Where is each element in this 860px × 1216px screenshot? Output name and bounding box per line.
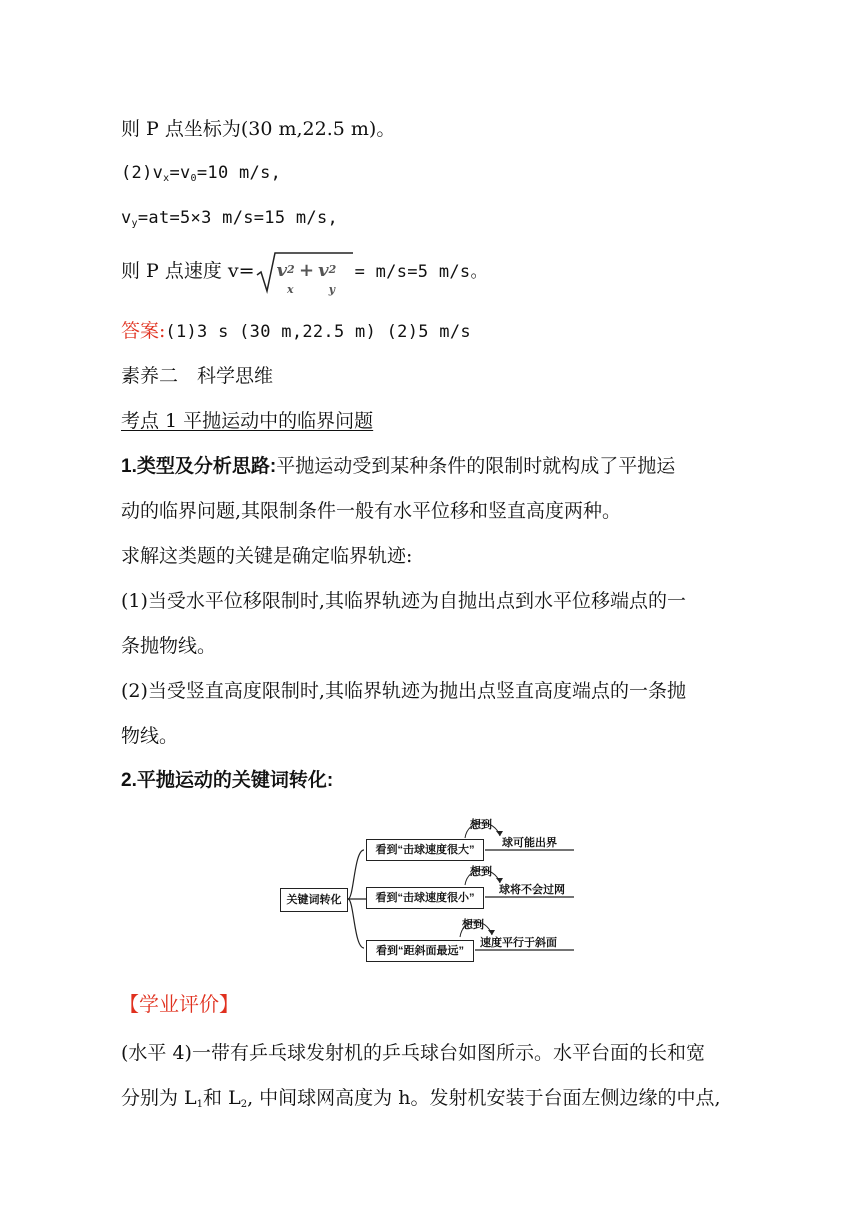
- question-text-1: (水平 4)一带有乒乓球发射机的乒乓球台如图所示。水平台面的长和宽: [121, 1042, 705, 1064]
- question-text-2a: 分别为 L: [121, 1087, 197, 1109]
- para3-line1: [121, 587, 686, 615]
- question-line2: [121, 1084, 721, 1119]
- para4-text-a: (2)当受竖直高度限制时,其临界轨迹为抛出点竖直高度端点的一条抛: [121, 680, 686, 702]
- vy-subscript: y: [131, 218, 138, 229]
- answer-label: 答案:: [121, 320, 166, 342]
- v0-subscript: 0: [190, 173, 197, 184]
- diagram-root: 关键词转化: [280, 888, 348, 912]
- para1-continued: 动的临界问题,其限制条件一般有水平位移和竖直高度两种。: [121, 500, 622, 522]
- section-heading: [121, 362, 273, 390]
- evaluation-title: 【学业评价】: [119, 994, 239, 1016]
- para1-line1: [121, 452, 675, 481]
- question-line1: [121, 1039, 705, 1067]
- para5-heading: 2.平抛运动的关键词转化:: [121, 770, 334, 791]
- para3-text-b: 条抛物线。: [121, 635, 217, 657]
- topic-heading: [121, 407, 373, 435]
- para3-text-a: (1)当受水平位移限制时,其临界轨迹为自抛出点到水平位移端点的一: [121, 590, 686, 612]
- evaluation-heading: [119, 991, 239, 1019]
- l2-subscript: 2: [240, 1099, 248, 1110]
- question-text-2b: 和 L: [203, 1087, 241, 1109]
- vx-value: =10 m/s,: [196, 163, 282, 183]
- speed-prefix: 则 P 点速度 v=: [121, 260, 255, 282]
- para1-line2: [121, 497, 621, 525]
- para5: [121, 767, 333, 795]
- para2-text: 求解这类题的关键是确定临界轨迹:: [121, 545, 413, 567]
- para4-text-b: 物线。: [121, 725, 179, 747]
- see-box-2: 看到“击球速度很小”: [366, 887, 484, 909]
- para1-heading: 1.类型及分析思路:: [121, 456, 277, 477]
- answer-line: [121, 317, 471, 346]
- vx-prefix: (2)v: [121, 163, 164, 183]
- vx-line: [121, 159, 281, 193]
- result-2: 球将不会过网: [499, 884, 565, 896]
- para2: [121, 542, 412, 570]
- see-box-1: 看到“击球速度很大”: [366, 839, 484, 861]
- vy-prefix: v: [121, 208, 132, 228]
- see-box-3: 看到“距斜面最远”: [366, 940, 474, 962]
- para1-text: 平抛运动受到某种条件的限制时就构成了平抛运: [276, 455, 676, 477]
- keyword-diagram: [280, 812, 580, 972]
- think-label-3: 想到: [462, 919, 484, 931]
- para3-line2: [121, 632, 216, 660]
- answer-text: (1)3 s (30 m,22.5 m) (2)5 m/s: [165, 322, 471, 342]
- topic-title: 考点 1 平抛运动中的临界问题: [121, 410, 374, 432]
- sqrt-content: v x 2 + v y 2: [276, 260, 337, 296]
- result-3: 速度平行于斜面: [480, 937, 557, 949]
- think-label-2: 想到: [470, 866, 492, 878]
- speed-result: = m/s=5 m/s。: [354, 262, 488, 282]
- sqrt-formula: [255, 249, 355, 295]
- para4-line2: [121, 722, 178, 750]
- speed-line: [121, 248, 488, 295]
- para4-line1: [121, 677, 686, 705]
- question-text-2c: , 中间球网高度为 h。发射机安装于台面左侧边缘的中点,: [247, 1087, 721, 1109]
- l1-subscript: 1: [196, 1099, 204, 1110]
- p-coordinate-text: 则 P 点坐标为(30 m,22.5 m)。: [121, 118, 396, 140]
- vy-line: [121, 204, 338, 238]
- vx-eq: =v: [169, 163, 191, 183]
- vx-subscript: x: [163, 173, 170, 184]
- vy-value: =at=5×3 m/s=15 m/s,: [137, 208, 339, 228]
- p-coordinate-line: [121, 115, 395, 143]
- think-label-1: 想到: [470, 819, 492, 831]
- result-1: 球可能出界: [502, 837, 557, 849]
- section-title: 素养二 科学思维: [121, 365, 274, 387]
